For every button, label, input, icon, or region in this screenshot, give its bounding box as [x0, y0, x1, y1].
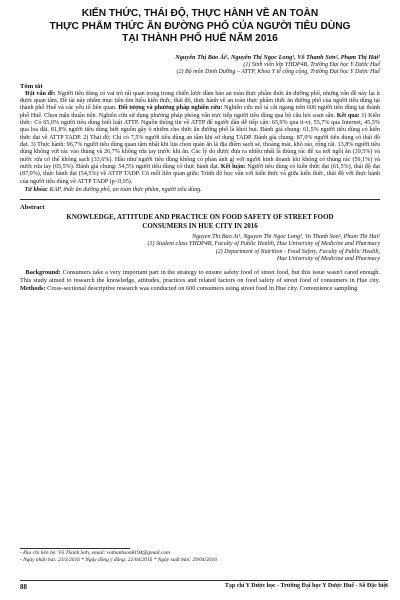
affiliation-en-1: (1) Student class YHDP4B, Faculty of Public Health, Hue University of Medicine and Pharmacy	[147, 241, 380, 248]
abstract-vi-heading: Tóm tắt	[20, 82, 43, 90]
footnote-contact: - Địa chỉ liên hệ: Võ Thanh Sơn, email: vothanhson8194@gmail.com	[20, 550, 170, 556]
page-number: 88	[20, 583, 27, 591]
authors-vietnamese: Nguyễn Thị Bảo Ái¹, Nguyễn Thị Ngọc Long¹, Võ Thanh Sơn², Phạm Thị Hải²	[175, 53, 380, 61]
text-background-en: Consumers take a very important part in the strategy to ensure safety food of street food, but this issue wasn't cared enough. This study aimed to research the knowledge, attitudes, practices and related factors on food safety of street food of consumers in Hue city.	[20, 268, 380, 285]
title-en-line-2: CONSUMERS IN HUE CITY IN 2016	[142, 221, 258, 230]
keywords-vi	[20, 187, 380, 194]
label-background-vi: Đặt vấn đề:	[25, 90, 56, 97]
label-methods-en: Methods:	[20, 285, 46, 293]
title-vi-line-2: THỰC PHẨM THỨC ĂN ĐƯỜNG PHỐ CỦA NGƯỜI TIÊU DÙNG	[49, 20, 351, 32]
label-methods-vi: Đối tượng và phương pháp nghiên cứu:	[118, 105, 223, 112]
footnote-divider	[20, 548, 130, 549]
text-methods-vi: Nghiên cứu mô tả cắt ngang trên 600 người tiêu dùng tại thành phố Huế. Chọn mẫu thuận tiện. Nghiên cứu sử dụng phương pháp phỏng vấn trực tiếp người tiêu dùng qua bộ câu hỏi soạn sẵn.	[20, 105, 381, 119]
keywords-vi-label: Từ khóa:	[24, 187, 49, 194]
text-results-vi: 1) Kiến thức: Có 65,0% người tiêu dùng biết luật ATTP. Nguồn thông tin về ATTP để người dân dễ tiếp cận: 65,9% qua ti-vi, 55,7% qua Internet, 45,5% qua loa đài. 81,8% người tiêu dùng biết nguồn gây ô nhiễm cho thức ăn đường phố là khói bụi. Đánh giá chung: 61,5% người tiêu dùng có kiến thức đạt về ATTP TADP. 2) Thái độ: Chỉ có 7,5% người tiêu dùng an tâm khi sử dụng TADP. Đánh giá chung: 87,0% người tiêu dùng có thái độ đạt. 3) Thực hành: 96,7% người tiêu dùng quan tâm nhất khi lựa chọn quán ăn là địa điểm sạch sẽ, thoáng mát, khô ráo, rộng rãi. 13,8% người tiêu dùng không vứt rác vào thùng và 26,7% không rửa tay trước khi ăn. Các lý do được đưa ra nhiều nhất là thùng rác để xa nơi ngồi ăn (39,5%) và nước rửa có thể không sạch (33,6%). Hầu như người tiêu dùng không có phản ánh gì với người kinh doanh khi không có thùng rác (59,1%) và nước rửa tay (65,5%). Đánh giá chung: 54,5% người tiêu dùng có thực hành đạt.	[20, 112, 380, 171]
title-english	[20, 213, 380, 231]
affiliation-en-3: Hue University of Medicine and Pharmacy	[276, 256, 380, 263]
label-results-vi: Kết quả:	[336, 112, 360, 119]
journal-name: Tạp chí Y Dược học - Trường Đại học Y Dược Huế - Số Đặc biệt	[224, 583, 388, 589]
affiliation-vi-1: (1) Sinh viên lớp YHDP4B, Trường Đại học Y Dược Huế	[243, 61, 380, 68]
footer-divider	[20, 580, 388, 581]
label-conclusion-vi: Kết luận:	[220, 164, 246, 171]
title-vietnamese	[20, 8, 380, 46]
footnotes	[20, 550, 390, 564]
text-background-vi: Người tiêu dùng có vai trò rất quan trọng trong chiến lược đảm bảo an toàn thực phẩm thức ăn đường phố, nhưng vấn đề này lại ít được quan tâm. Đề tài này nhằm mục tiêu tìm hiểu kiến thức, thái độ, thực hành về an toàn thực phẩm thức ăn đường phố của người tiêu dùng tại thành phố Huế và các yếu tố liên quan.	[20, 90, 380, 112]
affiliation-vi-2: (2) Bộ môn Dinh Dưỡng – ATTP, Khoa Y tế công cộng, Trường Đại học Y Dược Huế	[176, 69, 380, 76]
affiliation-en-2: (2) Department of Nutrition - Food Safety, Faculty of Public Health,	[215, 248, 380, 255]
title-vi-line-1: KIẾN THỨC, THÁI ĐỘ, THỰC HÀNH VỀ AN TOÀN	[81, 8, 319, 19]
abstract-en-body	[20, 269, 380, 294]
abstract-vi-body	[20, 91, 380, 186]
title-en-line-1: KNOWLEDGE, ATTITUDE AND PRACTICE ON FOOD SAFETY OF STREET FOOD	[66, 212, 334, 221]
title-vi-line-3: TẠI THÀNH PHỐ HUẾ NĂM 2016	[122, 33, 278, 44]
text-conclusion-vi: Người tiêu dùng có kiến thức đạt (61,5%), thái độ đạt (87,0%), thực hành đạt (54,5%) về ATTP TADP. Có mối liên quan giữa: Trình độ học vấn với kiến thức và giữa kiến thức, thái độ với thực hành của người tiêu dùng về ATTP TADP (p<0,05).	[20, 164, 381, 185]
section-divider	[20, 199, 380, 200]
authors-english: Nguyen Thi Bao Ai¹, Nguyen Thi Ngoc Long¹, Vo Thanh Son², Pham Thi Hai²	[192, 233, 380, 240]
text-methods-en: Cross-sectional descriptive research was conducted on 600 consumers using street food in Hue city. Convenience sampling	[45, 285, 358, 293]
keywords-vi-text: KAP, thức ăn đường phố, an toàn thực phẩm, người tiêu dùng.	[48, 187, 202, 194]
label-background-en: Background:	[25, 268, 61, 276]
footnote-dates: - Ngày nhận bài: 23/3/2016 * Ngày đồng ý đăng: 22/04/2016 * Ngày xuất bản: 29/04/2016	[20, 557, 217, 563]
abstract-en-heading: Abstract	[20, 203, 45, 211]
